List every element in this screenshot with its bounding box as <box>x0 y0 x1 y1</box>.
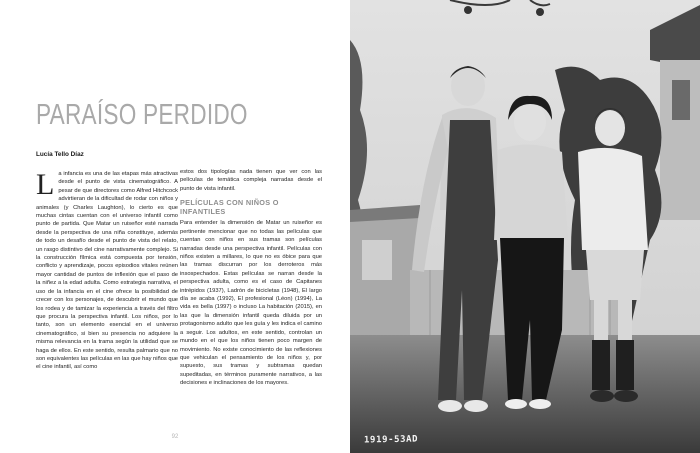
column-2-intro: estos dos tipologías nada tienen que ver con las películas de temática compleja narradas desde el punto de vista infantil. <box>180 169 322 192</box>
article-author: Lucía Tello Díaz <box>36 151 84 158</box>
column-1-text: a infancia es una de las etapas más atractivas desde el punto de vista cinematográfico. A pesar de que directores como Alfred Hitchcock advirtieran de la dificultad de rodar con niños y animales (y Charles Laughton), lo cierto es que muchas cintas cuentan con el universo infantil como punto de partida. Que Matar un ruiseñor esté narrada desde la perspectiva de una niña constituye, además de todo un desafío desde el punto de vista del relato, un rasgo distintivo del cine narrativamente complejo. Si la construcción fílmica está compuesta por tensión, conflicto y aprendizaje, pocos episodios vitales reúnen mayor cantidad de puntos de inflexión que el paso de la niñez a la edad adulta. Como estrategia narrativa, el uso de la infancia en el cine ofrece la posibilidad de crecer con los personajes, de descubrir el mundo que los rodea y de tamizar la experiencia a través del filtro que procura la perspectiva infantil. Los niños, por lo tanto, son un elemento esencial en el universo cinematográfico, si bien su presencia no adquiere la misma relevancia en la trama según la utilidad que se haga de ellos. En este sentido, resulta palmario que no son equivalentes las películas en las que hay niños que el cine infantil, así como <box>36 171 178 371</box>
page-number: 92 <box>171 434 179 440</box>
column-2-body: Para entender la dimensión de Matar un ruiseñor es pertinente mencionar que no todas las películas que cuentan con niños en sus tramas son películas narradas desde una perspectiva infantil. Películas con niños existen a millares, lo que no es óbice para que las tramas discurran por los derroteros más insospechados. Estas películas se narran desde la perspectiva adulta, como es el caso de Capitanes intrépidos (1937), Ladrón de bicicletas (1948), El largo día se acaba (1992), El profesional (Léon) (1994), La vida es bella (1997) o incluso La habitación (2015), en las que la dimensión infantil queda diluida por un protagonismo adulto que les guía y les indica el camino a seguir. Los adultos, en este sentido, controlan un mundo en el que los niños tienen poco margen de movimiento. No existe conocimiento de las reflexiones que vehiculan el pensamiento de los niños y, por supuesto, sus tramas y subtramas quedan supeditadas, en términos puramente narrativos, a las decisiones e inclinaciones de los mayores. <box>180 220 322 387</box>
article-title: PARAÍSO PERDIDO <box>36 99 248 131</box>
text-column-1 <box>36 170 178 372</box>
photo-caption: 1919-53AD <box>363 434 419 446</box>
film-still-illustration <box>350 0 700 453</box>
section-subhead: PELÍCULAS CON NIÑOS O INFANTILES <box>180 198 279 216</box>
text-column-2 <box>180 168 322 388</box>
drop-cap: L <box>36 168 55 201</box>
film-still-photo <box>350 0 700 453</box>
